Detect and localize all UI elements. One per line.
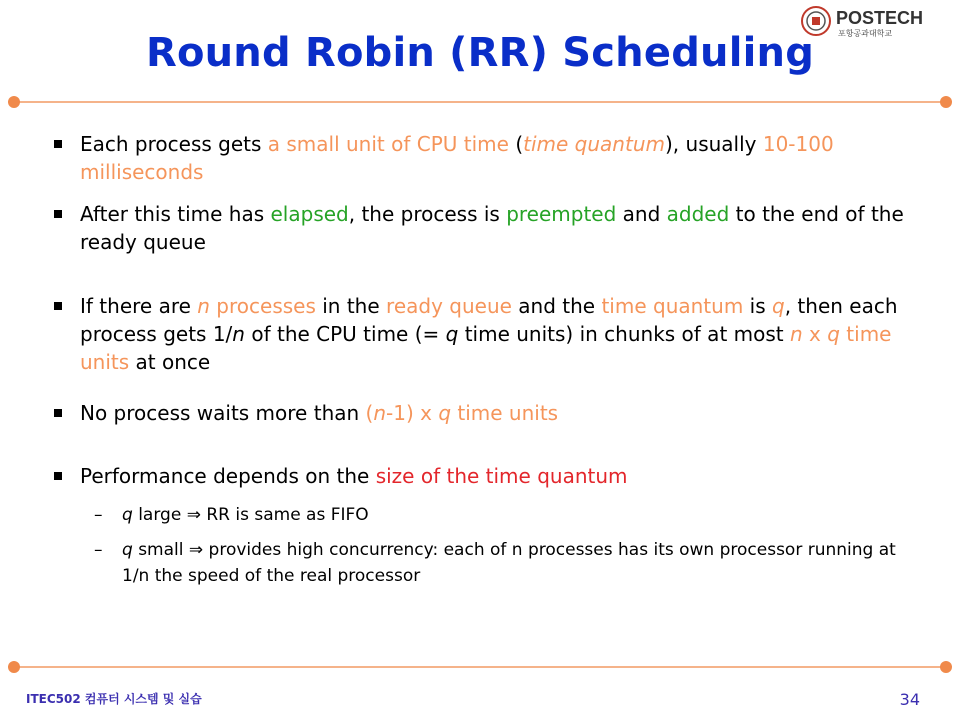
logo-wordmark: POSTECH xyxy=(836,8,924,28)
sub-bullet-dash: – xyxy=(94,505,103,525)
bullet-preempted: After this time has elapsed, the process is preempted and added to the end of the ready queue xyxy=(54,200,934,256)
divider-dot-icon xyxy=(940,96,952,108)
logo-subtext: 포항공과대학교 xyxy=(838,29,893,38)
bullet-square-icon xyxy=(54,140,62,148)
sub-bullet-q-large: – q large ⇒ RR is same as FIFO xyxy=(94,502,914,528)
sub-bullet-q-small: – q small ⇒ provides high concurrency: each of n processes has its own processor running at 1/n the speed of the real processor xyxy=(94,537,914,589)
course-footer: ITEC502 컴퓨터 시스템 및 실습 xyxy=(26,692,202,706)
bottom-divider xyxy=(14,666,946,668)
bullet-square-icon xyxy=(54,472,62,480)
divider-dot-icon xyxy=(940,661,952,673)
bullet-max-wait: No process waits more than (n-1) x q time units xyxy=(54,399,934,427)
bullet-square-icon xyxy=(54,409,62,417)
divider-dot-icon xyxy=(8,96,20,108)
bullet-performance: Performance depends on the size of the time quantum xyxy=(54,462,934,490)
slide-title: Round Robin (RR) Scheduling xyxy=(145,30,815,76)
implies-arrow-icon: ⇒ xyxy=(186,505,201,525)
bullet-square-icon xyxy=(54,210,62,218)
bullet-n-processes: If there are n processes in the ready queue and the time quantum is q, then each process gets 1/n of the CPU time (= q time units) in chunks of at most n x q time units at once xyxy=(54,292,934,376)
bullet-square-icon xyxy=(54,302,62,310)
bullet-time-quantum: Each process gets a small unit of CPU time (time quantum), usually 10-100 milliseconds xyxy=(54,130,934,186)
page-number: 34 xyxy=(899,690,920,709)
implies-arrow-icon: ⇒ xyxy=(188,540,204,560)
divider-dot-icon xyxy=(8,661,20,673)
top-divider xyxy=(14,101,946,103)
sub-bullet-dash: – xyxy=(94,540,103,560)
